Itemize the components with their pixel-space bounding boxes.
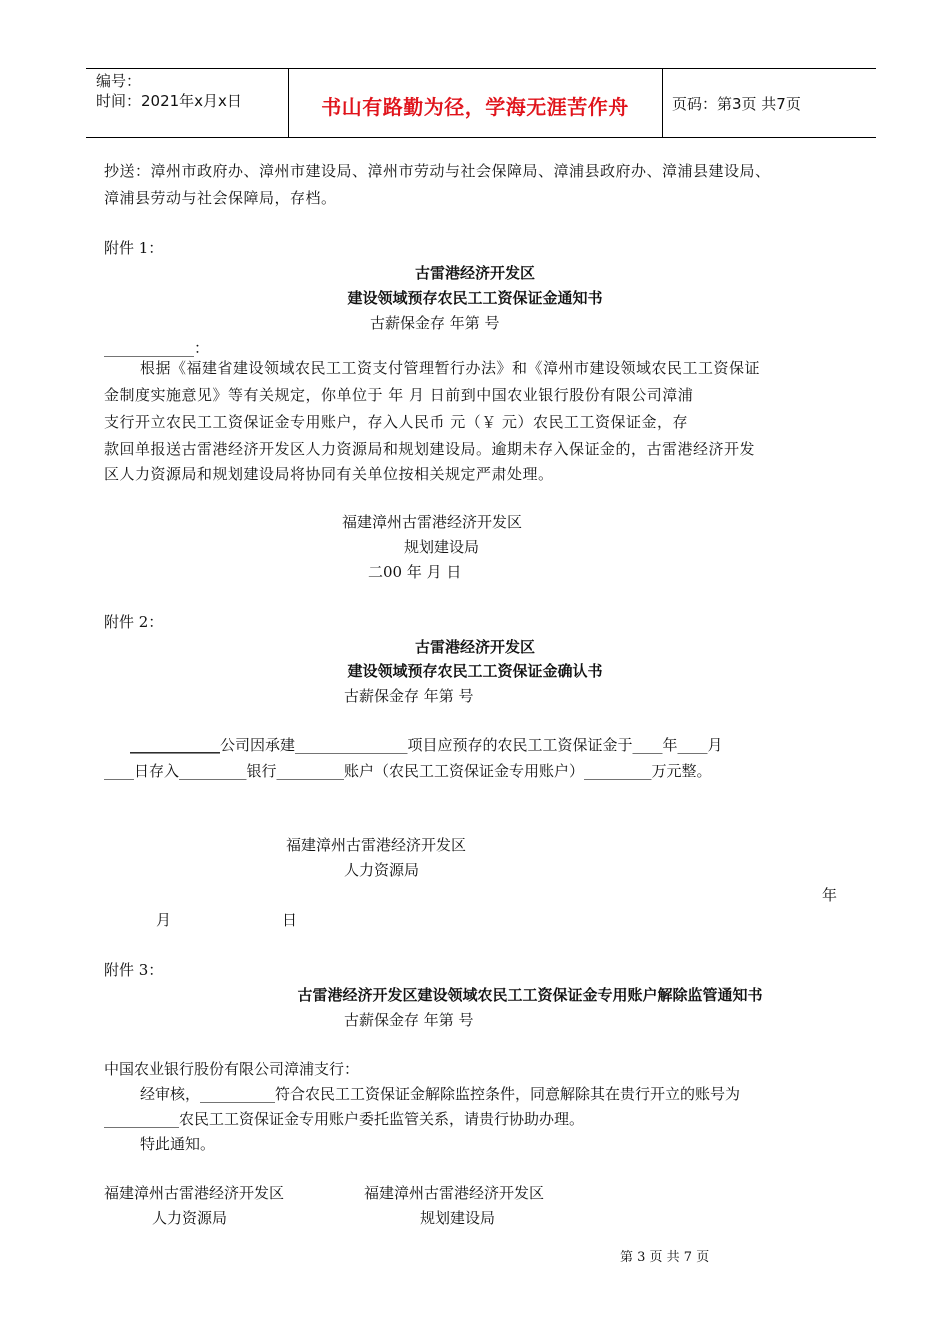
attachment-3-notice: 特此通知。 <box>140 1135 216 1153</box>
attachment-1-body-line: 区人力资源局和规划建设局将协同有关单位按相关规定严肃处理。 <box>104 465 554 483</box>
attachment-2-body-line-2: ____日存入_________银行_________账户（农民工工资保证金专用账户）_________万元整。 <box>104 762 712 780</box>
attachment-3-body-line: 经审核，__________符合农民工工资保证金解除监控条件，同意解除其在贵行开立的账号为 <box>140 1085 741 1103</box>
document-number: 编号： <box>96 72 142 90</box>
cc-line: 抄送：漳州市政府办、漳州市建设局、漳州市劳动与社会保障局、漳浦县政府办、漳浦县建设局、 <box>104 162 771 180</box>
attachment-1-title: 古雷港经济开发区 <box>414 264 535 282</box>
attachment-3-label: 附件 3： <box>104 961 164 979</box>
cc-line: 漳浦县劳动与社会保障局，存档。 <box>104 189 337 207</box>
attachment-2-sign-org: 福建漳州古雷港经济开发区 <box>286 836 467 854</box>
attachment-3-sign-dept-right: 规划建设局 <box>420 1209 496 1227</box>
attachment-3-doc-number: 古薪保金存 年第 号 <box>344 1011 474 1029</box>
attachment-1-label: 附件 1： <box>104 239 164 257</box>
attachment-1-body-line: 支行开立农民工工资保证金专用账户，存入人民币 元（￥ 元）农民工工资保证金，存 <box>104 413 689 431</box>
attachment-1-sign-org: 福建漳州古雷港经济开发区 <box>342 513 523 531</box>
company-blank: ____________ <box>130 736 220 754</box>
attachment-2-subtitle: 建设领域预存农民工工资保证金确认书 <box>347 662 603 680</box>
attachment-3-addressee: 中国农业银行股份有限公司漳浦支行： <box>104 1060 360 1078</box>
attachment-1-addressee: ____________： <box>104 339 210 357</box>
attachment-3-sign-org-right: 福建漳州古雷港经济开发区 <box>364 1184 545 1202</box>
attachment-1-body-line: 款回单报送古雷港经济开发区人力资源局和规划建设局。逾期未存入保证金的，古雷港经济开发 <box>104 440 756 458</box>
document-header <box>86 68 876 138</box>
attachment-2-title: 古雷港经济开发区 <box>414 638 535 656</box>
attachment-2-body-text: 公司因承建_______________项目应预存的农民工工资保证金于____年____月 <box>220 736 723 754</box>
attachment-2-sign-month: 月 <box>156 911 172 929</box>
attachment-3-sign-org-left: 福建漳州古雷港经济开发区 <box>104 1184 285 1202</box>
document-time: 时间：2021年x月x日 <box>96 92 242 110</box>
attachment-2-body-line-1 <box>130 734 723 755</box>
header-page-number: 页码：第3页 共7页 <box>672 95 801 113</box>
attachment-1-body-line: 根据《福建省建设领域农民工工资支付管理暂行办法》和《漳州市建设领域农民工工资保证 <box>140 359 761 377</box>
attachment-1-subtitle: 建设领域预存农民工工资保证金通知书 <box>347 289 603 307</box>
attachment-1-body-line: 金制度实施意见》等有关规定，你单位于 年 月 日前到中国农业银行股份有限公司漳浦 <box>104 386 694 404</box>
attachment-3-body-line: __________农民工工资保证金专用账户委托监管关系，请贵行协助办理。 <box>104 1110 585 1128</box>
attachment-3-title: 古雷港经济开发区建设领域农民工工资保证金专用账户解除监管通知书 <box>297 986 763 1004</box>
attachment-3-sign-dept-left: 人力资源局 <box>152 1209 228 1227</box>
attachment-1-sign-date: 二00 年 月 日 <box>368 563 462 581</box>
attachment-2-label: 附件 2： <box>104 613 164 631</box>
attachment-1-sign-dept: 规划建设局 <box>404 538 480 556</box>
attachment-2-doc-number: 古薪保金存 年第 号 <box>344 687 474 705</box>
attachment-2-sign-day: 日 <box>282 911 298 929</box>
attachment-1-doc-number: 古薪保金存 年第 号 <box>370 314 500 332</box>
header-motto: 书山有路勤为径，学海无涯苦作舟 <box>321 95 629 119</box>
header-meta <box>96 71 242 111</box>
header-divider <box>662 69 663 137</box>
attachment-2-sign-year: 年 <box>822 886 838 904</box>
attachment-2-sign-dept: 人力资源局 <box>344 861 420 879</box>
footer-page-number: 第 3 页 共 7 页 <box>620 1250 710 1265</box>
